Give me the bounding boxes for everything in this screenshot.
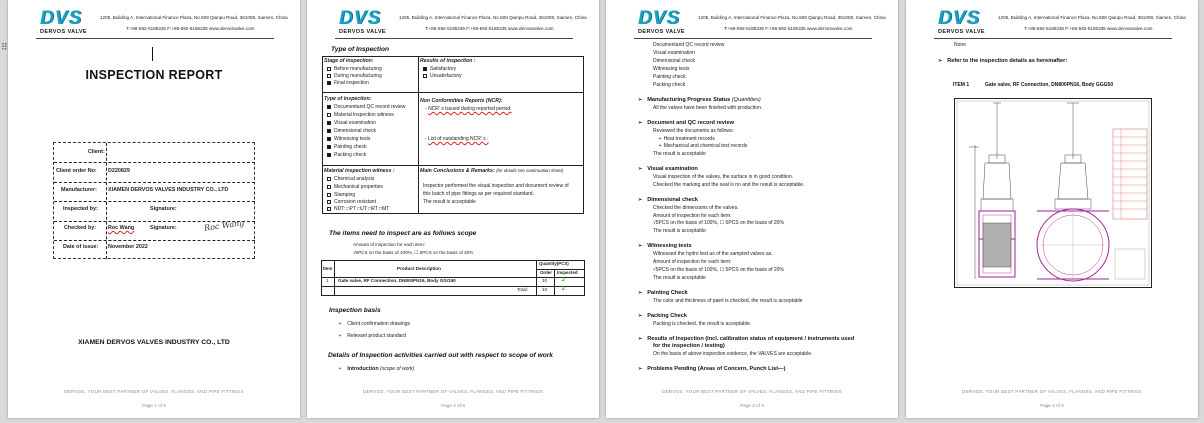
table-total-inspected: 2: [562, 286, 565, 292]
section-dimensional-text: Checked the dimensions of the valves.: [653, 205, 739, 211]
scope-item: Dimensional check: [653, 58, 695, 64]
item-label: ITEM 1: [953, 82, 970, 88]
section-results-title-cont: for the inspection / testing): [653, 343, 725, 349]
gate-disc: [983, 223, 1011, 267]
section-dimensional-text: √5PCS on the basis of 100%, ☐ 5PCS on the basis of 20%: [653, 220, 784, 226]
section-progress-text: All the valves have been finished with production.: [653, 105, 763, 111]
logo-subtitle: DERVOS VALVE: [638, 29, 685, 35]
type-option-packing[interactable]: Packing check: [327, 152, 366, 158]
refer-heading: ➢ Refer to the inspection details as hereinafter:: [938, 58, 1068, 64]
section-results-text: On the basis of above inspection evidence, the VALVES are acceptable.: [653, 351, 813, 357]
scope-item: Packing check: [653, 82, 686, 88]
table-total-label: Total:: [517, 287, 528, 292]
type-option-docs[interactable]: Documentand QC record review: [327, 104, 405, 110]
section-tests-text: The result is acceptable: [653, 275, 706, 281]
drag-handle[interactable]: ⠿: [1, 42, 7, 52]
section-tests-text: Witnessed the hydro test as of the sampled valves as.: [653, 251, 773, 257]
header-rule: [335, 38, 573, 39]
type-option-dimensional[interactable]: Dimensional check: [327, 128, 376, 134]
handwritten-signature: Roc Wang: [203, 218, 245, 233]
table-header-quantity: Quantity(PCS): [539, 261, 569, 266]
page-3: [606, 0, 898, 418]
header-contact: T:+86-592-5185336 F:+86-592-5185335 www.dervosvalve.com: [425, 26, 554, 31]
introduction-item: ➢ Introduction (scope of work): [338, 366, 415, 372]
table-header-description: Product Description: [397, 266, 441, 271]
amount-line-2: √5PCS on the basis of 100%, ☐ 5PCS on the basis of 20%: [353, 250, 474, 255]
witness-title: Material inspection witness :: [324, 168, 395, 174]
stage-option-final[interactable]: Final inspection: [327, 80, 369, 86]
page-header: [307, 0, 599, 46]
witness-chemical[interactable]: Chemical analysis: [327, 176, 374, 182]
type-of-inspection-title: Type of Inspection: [331, 46, 390, 53]
manufacturer-value: XIAMEN DERVOS VALVES INDUSTRY CO., LTD: [108, 187, 229, 193]
section-packing-text: Packing is checked, the result is acceptable.: [653, 321, 752, 327]
table-row-order: 10: [542, 278, 548, 283]
stage-option-before[interactable]: Before manufacturing: [327, 66, 382, 72]
section-visual-title: ➢ Visual examination: [638, 166, 698, 172]
date-label: Date of issue:: [63, 244, 99, 250]
details-title: Details of Inspection activities carried out with respect to scope of work: [328, 352, 553, 359]
witness-corrosion[interactable]: Corrosion resistant: [327, 199, 376, 205]
page-number: Page 3 of 9: [740, 403, 764, 408]
hatching: [1041, 211, 1105, 279]
section-tests-text: Amount of inspection for each item:: [653, 259, 732, 265]
header-address: 1205, Building A, International Finance Plaza, No.508 Qianpu Road, 361008, Xiamen, China: [998, 15, 1186, 20]
table-header-order: Order: [540, 270, 552, 275]
company-logo: [339, 10, 395, 35]
section-document-text: The result is acceptable: [653, 151, 706, 157]
client-label: Client:: [88, 149, 105, 155]
conclusions-heading: Main Conclusions & Remarks: (for details see continuation sheet): [420, 168, 564, 174]
front-elevation: [1055, 103, 1091, 209]
section-packing-title: ➢ Packing Check: [638, 313, 687, 319]
logo-subtitle: DERVOS VALVE: [40, 29, 87, 35]
valve-drawing: [954, 98, 1152, 288]
section-problems-title: ➢ Problems Pending (Areas of Concern, Punch List—): [638, 366, 786, 372]
inspected-by-label: Inspected by:: [63, 206, 98, 212]
scope-item: Visual examination: [653, 50, 695, 56]
section-painting-text: The color and thickness of paint is checked, the result is acceptable: [653, 298, 803, 304]
company-logo: [938, 10, 994, 35]
section-painting-title: ➢ Painting Check: [638, 290, 688, 296]
logo-subtitle: DERVOS VALVE: [339, 29, 386, 35]
footer-slogan: DERVOS, YOUR BEST PARTNER OF VALVES, FLANGES, AND PIPE FITTINGS: [363, 389, 543, 394]
header-address: 1205, Building A, International Finance Plaza, No.508 Qianpu Road, 361008, Xiamen, China: [698, 15, 886, 20]
table-header-inspected: Inspected: [557, 270, 578, 275]
page-number: Page 1 of 9: [142, 403, 166, 408]
logo-text: DVS: [938, 8, 981, 29]
logo-text: DVS: [638, 8, 681, 29]
footer-slogan: DERVOS, YOUR BEST PARTNER OF VALVES, FLANGES, AND PIPE FITTINGS: [64, 389, 244, 394]
footer-slogan: DERVOS, YOUR BEST PARTNER OF VALVES, FLANGES, AND PIPE FITTINGS: [962, 389, 1142, 394]
scope-item: Painting check: [653, 74, 686, 80]
page-number: Page 4 of 9: [1040, 403, 1064, 408]
checked-signature-label: Signature:: [150, 225, 177, 231]
title-block: [1115, 249, 1145, 279]
stage-option-during[interactable]: During manufacturing: [327, 73, 382, 79]
logo-subtitle: DERVOS VALVE: [938, 29, 985, 35]
section-document-text: ➢ Heat treatment records: [658, 136, 715, 142]
text-cursor: [152, 47, 153, 61]
page-2: [307, 0, 599, 418]
none-text: None: [954, 42, 966, 48]
page-header: [606, 0, 898, 46]
checked-by-value: Roc Wang: [108, 225, 135, 231]
inspected-signature-label: Signature:: [150, 206, 177, 212]
section-visual-text: Checked the marking and the seal is no and the result is acceptable.: [653, 182, 805, 188]
company-logo: [638, 10, 694, 35]
table-header-item: Item: [323, 266, 333, 271]
results-satisfactory[interactable]: Satisfactory: [423, 66, 456, 72]
header-contact: T:+86-592-5185336 F:+86-592-5185335 www.dervosvalve.com: [1024, 26, 1153, 31]
results-title: Results of inspection :: [420, 58, 476, 64]
witness-mechanical[interactable]: Mechanical properties: [327, 184, 383, 190]
conclusion-line-1: Inspector performed the visual inspection and document review of: [423, 183, 569, 189]
section-dimensional-text: Amount of inspection for each item:: [653, 213, 732, 219]
section-dimensional-title: ➢ Dimensional check: [638, 197, 698, 203]
header-rule: [36, 38, 274, 39]
type-option-visual[interactable]: Visual examination: [327, 120, 376, 126]
header-address: 1205, Building A, International Finance Plaza, No.508 Qianpu Road, 361008, Xiamen, China: [100, 15, 288, 20]
ncr-issued: - NCR' s issued during reported period:: [425, 106, 512, 112]
scope-item: Witnessing tests: [653, 66, 690, 72]
type-option-painting[interactable]: Painting check: [327, 144, 367, 150]
items-scope-title: The items need to inspect are as follows scope: [329, 230, 477, 237]
stage-title: Stage of inspection:: [324, 58, 374, 64]
basis-item-standard: ➢ Relevant product standard: [338, 333, 406, 339]
parts-list: [1113, 129, 1147, 219]
header-rule: [934, 38, 1172, 39]
valve-drawing-svg: [955, 99, 1151, 287]
section-visual-text: Visual inspection of the valves, the surface is in good condition.: [653, 174, 793, 180]
order-no-value: D220829: [108, 168, 130, 174]
order-no-label: Client order No:: [56, 168, 97, 174]
section-tests-text: √5PCS on the basis of 100%, ☐ 5PCS on the basis of 20%: [653, 267, 784, 273]
type-option-material[interactable]: Material inspection witness: [327, 112, 394, 118]
section-dimensional-text: The result is acceptable: [653, 228, 706, 234]
conclusion-line-2: this batch of pipe fittings as per required standard.: [423, 191, 534, 197]
page-header: [8, 0, 300, 46]
results-unsatisfactory[interactable]: Unsatisfactory: [423, 73, 462, 79]
cover-info-table: [53, 142, 255, 259]
header-contact: T:+86-592-5185336 F:+86-592-5185335 www.dervosvalve.com: [724, 26, 853, 31]
table-total-order: 10: [542, 287, 548, 292]
checked-by-label: Checked by:: [64, 225, 97, 231]
inspection-basis-title: Inspection basis: [329, 307, 381, 314]
section-document-text: Reviewed the documents as follows:: [653, 128, 734, 134]
page-header: [906, 0, 1198, 46]
item-description: Gate valve, RF Connection, DN800PN16, Body GGG50: [985, 82, 1114, 88]
type-title: Type of inspection:: [324, 96, 372, 102]
witness-ndt[interactable]: NDT: □PT □UT □RT □MT: [327, 206, 389, 212]
section-progress-title: ➢ Manufacturing Progress Status (Quantities): [638, 97, 761, 103]
amount-line-1: Amount of inspection for each item:: [353, 242, 426, 247]
company-logo: [40, 10, 96, 35]
page-4: [906, 0, 1198, 418]
header-address: 1205, Building A, International Finance Plaza, No.508 Qianpu Road, 361008, Xiamen, China: [399, 15, 587, 20]
conclusion-line-3: The result is acceptable: [423, 199, 476, 205]
table-row-item: 1: [326, 278, 329, 283]
type-option-tests[interactable]: Witnessing tests: [327, 136, 370, 142]
date-value: November 2022: [108, 244, 148, 250]
footer-slogan: DERVOS, YOUR BEST PARTNER OF VALVES, FLANGES, AND PIPE FITTINGS: [662, 389, 842, 394]
section-results-title: ➢ Results of Inspection (incl. calibration status of equipment / instruments used: [638, 336, 855, 342]
section-tests-title: ➢ Witnessing tests: [638, 243, 692, 249]
logo-text: DVS: [40, 8, 83, 29]
header-rule: [634, 38, 872, 39]
section-document-text: ➢ Mechanical and chemical test records: [658, 143, 748, 149]
company-name: XIAMEN DERVOS VALVES INDUSTRY CO., LTD: [78, 339, 230, 346]
page-1: [8, 0, 300, 418]
table-row-inspected: 2: [562, 277, 565, 283]
header-contact: T:+86-592-5185336 F:+86-592-5185335 www.dervosvalve.com: [126, 26, 255, 31]
witness-stamping[interactable]: Stamping: [327, 192, 355, 198]
ncr-outstanding: - List of outstanding NCR' s :: [425, 136, 489, 142]
section-document-title: ➢ Document and QC record review: [638, 120, 734, 126]
table-row-description: Gate valve, RF Connection, DN800PN16, Body GGG50: [338, 278, 456, 283]
manufacturer-label: Manufacturer:: [61, 187, 97, 193]
scope-item: Documentand QC record review: [653, 42, 725, 48]
logo-text: DVS: [339, 8, 382, 29]
ncr-title: Non Conformities Reports (NCR):: [420, 98, 503, 104]
basis-item-drawings: ➢ Client confirmation drawings: [338, 321, 411, 327]
report-title: INSPECTION REPORT: [85, 68, 223, 82]
page-number: Page 2 of 9: [441, 403, 465, 408]
